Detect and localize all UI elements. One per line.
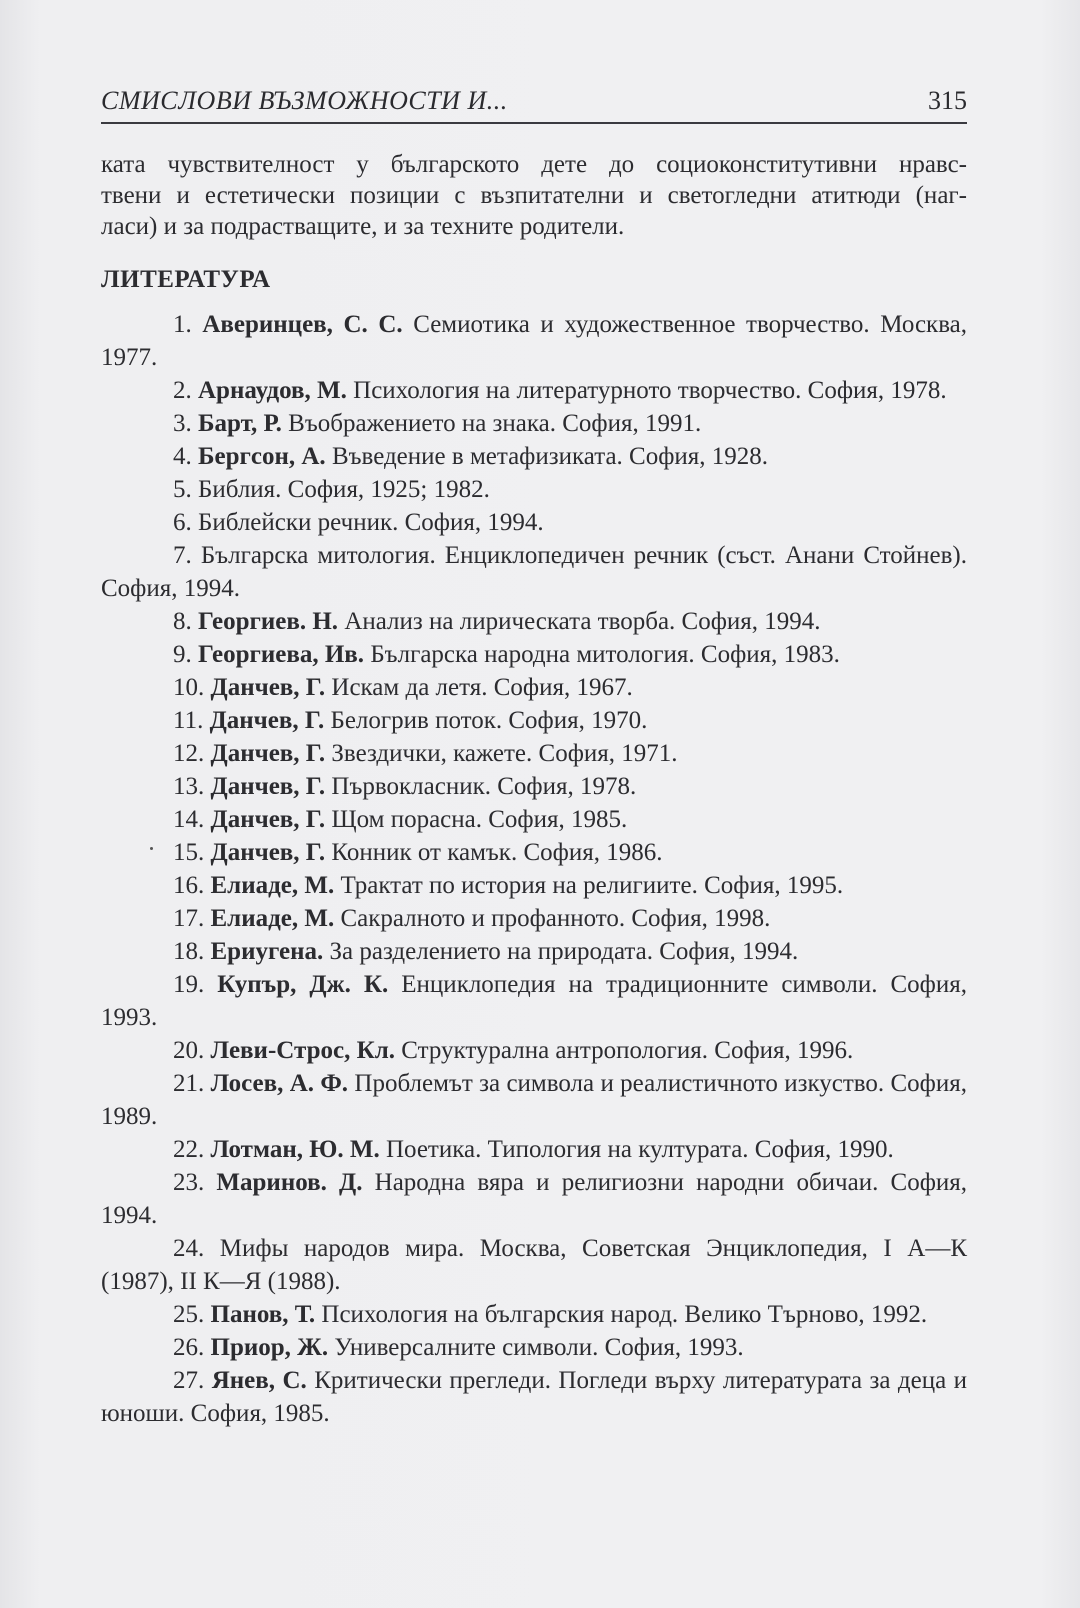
reference-item — [101, 1232, 967, 1298]
reference-number: 14. — [173, 806, 205, 833]
reference-number: 4. — [173, 443, 192, 470]
reference-number: 5. — [173, 476, 192, 503]
reference-text: Психология на българския народ. Велико Търново, 1992. — [321, 1301, 928, 1328]
intro-paragraph — [101, 149, 967, 242]
reference-item — [101, 770, 967, 803]
reference-number: 21. — [173, 1070, 205, 1097]
reference-number: 16. — [173, 872, 205, 899]
reference-item — [101, 1133, 967, 1166]
reference-author: Маринов. Д. — [216, 1169, 363, 1196]
reference-text: Народна вяра и религиозни народни обичаи. София, 1994. — [101, 1169, 968, 1229]
reference-number: 20. — [173, 1037, 205, 1064]
reference-item — [101, 935, 967, 968]
reference-number: 12. — [173, 740, 205, 767]
reference-number: 15. — [173, 839, 205, 866]
reference-item — [101, 407, 967, 440]
intro-line: ката чувствителност у българското дете до социоконститутивни нравс- — [101, 151, 967, 178]
reference-text: Първокласник. София, 1978. — [331, 773, 637, 800]
reference-item — [101, 374, 967, 407]
reference-text: Белогрив поток. София, 1970. — [330, 707, 648, 734]
reference-item — [101, 1331, 967, 1364]
reference-author: Купър, Дж. К. — [217, 971, 389, 998]
reference-item — [101, 638, 967, 671]
reference-author: Арнаудов, М. — [198, 377, 347, 404]
reference-author: Янев, С. — [211, 1367, 307, 1394]
reference-number: 22. — [173, 1136, 205, 1163]
reference-item — [101, 803, 967, 836]
reference-number: 1. — [173, 311, 192, 338]
reference-author: Данчев, Г. — [210, 806, 326, 833]
reference-text: Българска народна митология. София, 1983. — [370, 641, 840, 668]
reference-text: Анализ на лирическата творба. София, 1994. — [344, 608, 821, 635]
page-number: 315 — [928, 86, 967, 115]
reference-author: Ериугена. — [210, 938, 324, 965]
running-title: СМИСЛОВИ ВЪЗМОЖНОСТИ И... — [101, 86, 508, 115]
reference-text: Българска митология. Енциклопедичен речник (съст. Анани Стойнев). София, 1994. — [101, 542, 967, 602]
scan-speck — [150, 847, 153, 850]
reference-item — [101, 1034, 967, 1067]
reference-item — [101, 671, 967, 704]
reference-text: Енциклопедия на традиционните символи. София, 1993. — [101, 971, 968, 1031]
reference-item — [101, 836, 967, 869]
reference-author: Данчев, Г. — [210, 773, 326, 800]
reference-number: 26. — [173, 1334, 205, 1361]
reference-number: 17. — [173, 905, 205, 932]
reference-list — [101, 308, 967, 1430]
reference-text: Конник от камък. София, 1986. — [331, 839, 663, 866]
reference-number: 27. — [173, 1367, 205, 1394]
reference-author: Лотман, Ю. М. — [210, 1136, 380, 1163]
reference-number: 24. — [173, 1235, 205, 1262]
reference-item — [101, 440, 967, 473]
reference-item — [101, 704, 967, 737]
reference-text: Звездички, кажете. София, 1971. — [331, 740, 678, 767]
reference-number: 2. — [173, 377, 192, 404]
reference-item — [101, 506, 967, 539]
reference-item — [101, 308, 967, 374]
reference-author: Елиаде, М. — [210, 872, 335, 899]
reference-author: Георгиева, Ив. — [198, 641, 365, 668]
reference-author: Бергсон, А. — [198, 443, 326, 470]
reference-author: Данчев, Г. — [209, 707, 325, 734]
reference-number: 7. — [173, 542, 192, 569]
reference-text: Сакралното и профанното. София, 1998. — [340, 905, 771, 932]
reference-author: Елиаде, М. — [210, 905, 335, 932]
reference-text: Въображението на знака. София, 1991. — [288, 410, 702, 437]
reference-text: Проблемът за символа и реалистичното изкуство. София, 1989. — [101, 1070, 968, 1130]
reference-item — [101, 1298, 967, 1331]
reference-author: Данчев, Г. — [210, 839, 326, 866]
reference-author: Георгиев. Н. — [198, 608, 339, 635]
reference-text: Библия. София, 1925; 1982. — [198, 476, 490, 503]
reference-item — [101, 968, 967, 1034]
reference-number: 9. — [173, 641, 192, 668]
reference-item — [101, 539, 967, 605]
reference-number: 18. — [173, 938, 205, 965]
reference-text: Библейски речник. София, 1994. — [198, 509, 544, 536]
reference-item — [101, 902, 967, 935]
reference-item — [101, 1067, 967, 1133]
reference-number: 6. — [173, 509, 192, 536]
section-heading: ЛИТЕРАТУРА — [101, 266, 271, 293]
intro-line: ласи) и за подрастващите, и за техните родители. — [101, 213, 625, 240]
reference-item — [101, 605, 967, 638]
reference-number: 3. — [173, 410, 192, 437]
reference-number: 8. — [173, 608, 192, 635]
intro-line: твени и естетически позиции с възпитателни и светогледни атитюди (наг- — [101, 182, 967, 209]
reference-item — [101, 1166, 967, 1232]
reference-author: Лосев, А. Ф. — [210, 1070, 349, 1097]
reference-number: 19. — [173, 971, 205, 998]
reference-text: Трактат по история на религиите. София, 1995. — [340, 872, 844, 899]
reference-author: Аверинцев, С. С. — [202, 311, 403, 338]
reference-item — [101, 1364, 967, 1430]
reference-author: Приор, Ж. — [210, 1334, 329, 1361]
reference-author: Данчев, Г. — [210, 674, 326, 701]
reference-text: Мифы народов мира. Москва, Советская Энциклопедия, I А—К (1987), II К—Я (1988). — [101, 1235, 967, 1295]
reference-text: Искам да летя. София, 1967. — [331, 674, 633, 701]
reference-item — [101, 473, 967, 506]
reference-text: За разделението на природата. София, 1994. — [329, 938, 799, 965]
reference-author: Леви-Строс, Кл. — [210, 1037, 395, 1064]
reference-text: Универсалните символи. София, 1993. — [334, 1334, 744, 1361]
reference-text: Критически прегледи. Погледи върху литературата за деца и юноши. София, 1985. — [101, 1367, 968, 1427]
reference-text: Структурална антропология. София, 1996. — [401, 1037, 854, 1064]
reference-number: 13. — [173, 773, 205, 800]
reference-author: Панов, Т. — [210, 1301, 316, 1328]
reference-text: Психология на литературното творчество. София, 1978. — [353, 377, 947, 404]
reference-text: Поетика. Типология на културата. София, 1990. — [385, 1136, 894, 1163]
reference-number: 25. — [173, 1301, 205, 1328]
reference-text: Семиотика и художественное творчество. Москва, 1977. — [101, 311, 968, 371]
reference-author: Данчев, Г. — [210, 740, 326, 767]
reference-text: Щом порасна. София, 1985. — [331, 806, 628, 833]
reference-number: 10. — [173, 674, 205, 701]
reference-number: 23. — [173, 1169, 205, 1196]
reference-item — [101, 869, 967, 902]
reference-author: Барт, Р. — [198, 410, 282, 437]
running-header — [101, 82, 967, 124]
reference-number: 11. — [173, 707, 204, 734]
reference-item — [101, 737, 967, 770]
reference-text: Въведение в метафизиката. София, 1928. — [331, 443, 769, 470]
